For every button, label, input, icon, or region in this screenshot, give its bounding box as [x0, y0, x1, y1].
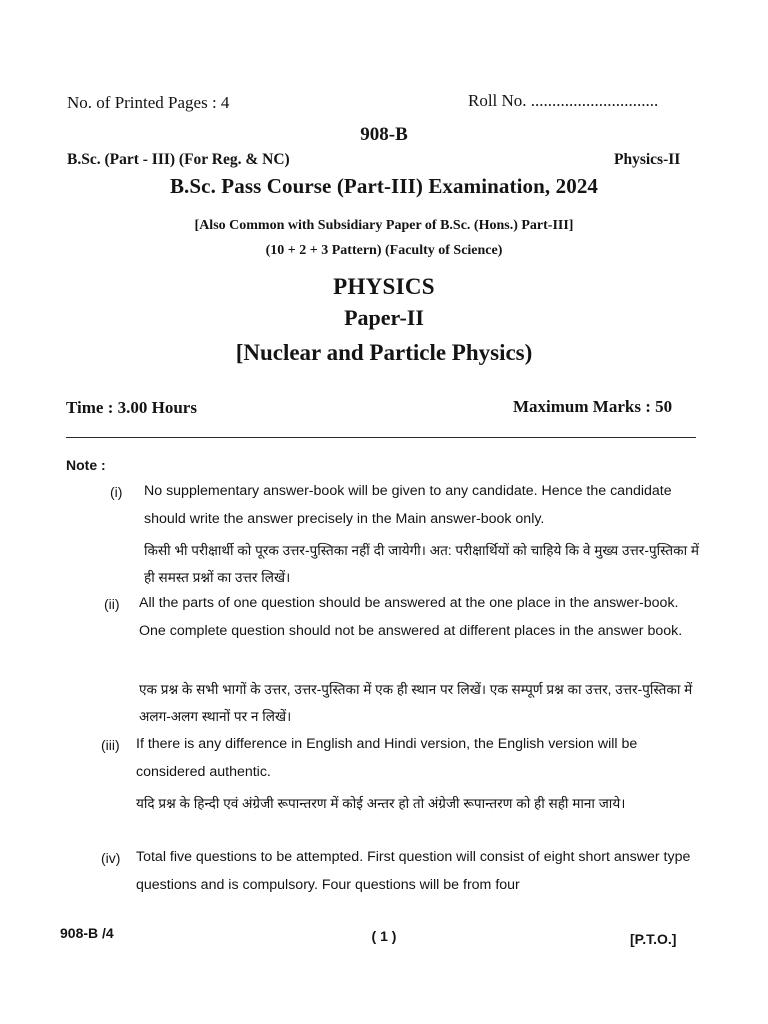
please-turn-over: [P.T.O.]	[630, 931, 677, 947]
common-paper-line: [Also Common with Subsidiary Paper of B.Sc. (Hons.) Part-III]	[194, 218, 574, 233]
course-subject: Physics-II	[614, 151, 681, 168]
subject-title: PHYSICS	[333, 274, 435, 299]
paper-number: Paper-II	[344, 305, 424, 330]
note-item-number: (iv)	[101, 850, 121, 866]
note-item-number: (i)	[110, 484, 123, 500]
note-item-hindi: एक प्रश्न के सभी भागों के उत्तर, उत्तर-पुस्तिका में एक ही स्थान पर लिखें। एक सम्पूर्ण प्रश्न का उत्तर, उत्तर-पुस्तिका में अलग-अलग स्थानों पर न लिखें।	[139, 682, 693, 724]
note-item-hindi: किसी भी परीक्षार्थी को पूरक उत्तर-पुस्तिका नहीं दी जायेगी। अत: परीक्षार्थियों को चाहिये कि वे मुख्य उत्तर-पुस्तिका में ही समस्त प्रश्नों का उत्तर लिखें।	[144, 543, 700, 585]
footer-paper-code: 908-B /4	[60, 925, 114, 941]
paper-code: 908-B	[360, 124, 408, 145]
note-item-english: No supplementary answer-book will be given to any candidate. Hence the candidate should write the answer precisely in the Main answer-book only.	[144, 483, 672, 527]
note-item-number: (ii)	[104, 596, 120, 612]
page-number: ( 1 )	[371, 928, 397, 944]
note-label: Note :	[66, 457, 106, 473]
note-item-english: If there is any difference in English and Hindi version, the English version will be considered authentic.	[136, 736, 638, 780]
course-name: B.Sc. (Part - III) (For Reg. & NC)	[67, 151, 290, 168]
note-item-english: Total five questions to be attempted. First question will consist of eight short answer type questions and is compulsory. Four questions will be from four	[136, 849, 691, 893]
time-allowed: Time : 3.00 Hours	[66, 398, 197, 417]
header-divider	[66, 437, 696, 438]
note-item-number: (iii)	[101, 737, 120, 753]
exam-title: B.Sc. Pass Course (Part-III) Examination, 2024	[169, 174, 599, 198]
printed-pages: No. of Printed Pages : 4	[67, 93, 230, 112]
note-item-hindi: यदि प्रश्न के हिन्दी एवं अंग्रेजी रूपान्तरण में कोई अन्तर हो तो अंग्रेजी रूपान्तरण को ही सही माना जाये।	[136, 796, 626, 811]
maximum-marks: Maximum Marks : 50	[513, 397, 673, 416]
note-item-english: All the parts of one question should be answered at the one place in the answer-book. One complete question should not be answered at different places in the answer book.	[139, 595, 683, 639]
pattern-line: (10 + 2 + 3 Pattern) (Faculty of Science)	[265, 243, 503, 258]
paper-title: [Nuclear and Particle Physics)	[235, 340, 533, 365]
roll-number-line: Roll No. ..............................	[468, 91, 659, 110]
